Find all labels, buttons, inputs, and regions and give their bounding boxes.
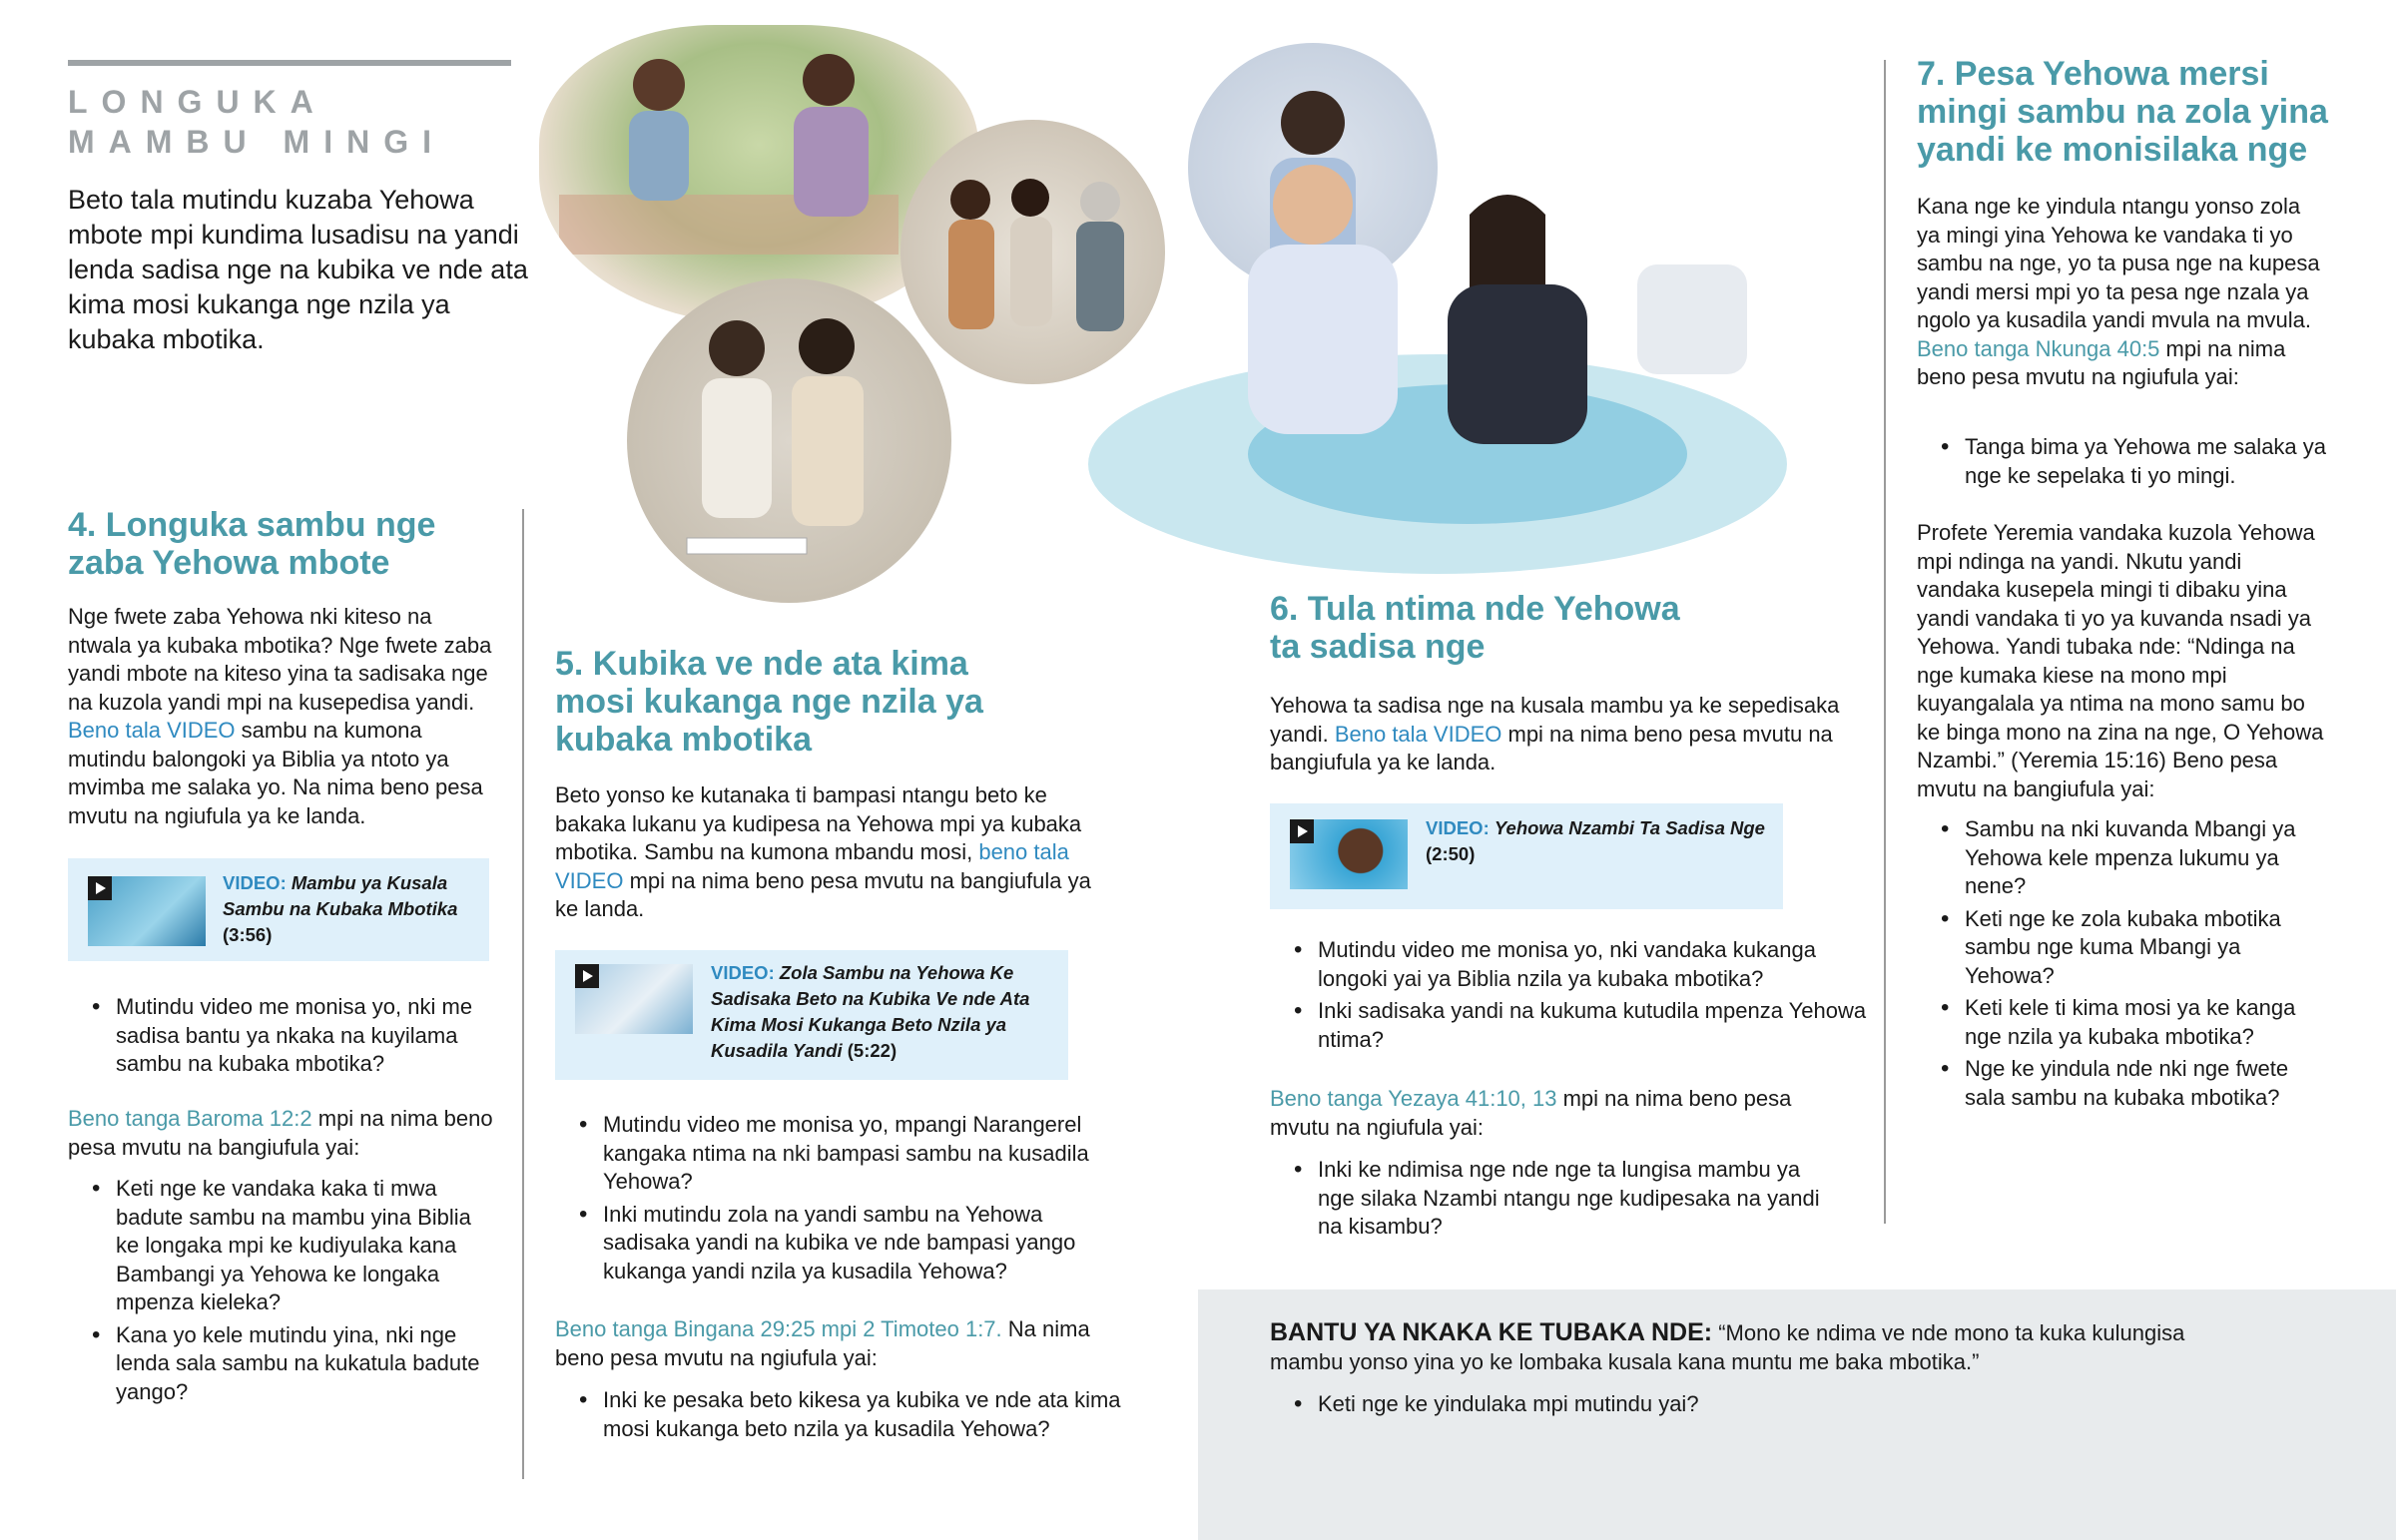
section6-question: • Inki ke ndimisa nge nde nge ta lungisa mambu ya nge silaka Nzambi ntangu nge kudipesaka na yandi na kisambu? bbox=[1270, 1156, 1829, 1242]
section6-question-list-2 bbox=[1270, 1156, 1829, 1246]
section4-video-link[interactable]: Beno tala VIDEO bbox=[68, 718, 236, 743]
section6-scripture-ref[interactable]: Beno tanga Yezaya 41:10, 13 bbox=[1270, 1086, 1557, 1111]
section4-paragraph-text: Nge fwete zaba Yehowa nki kiteso na ntwala ya kubaka mbotika? Nge fwete zaba yandi mbote na kiteso yina ta sadisaka nge na kuzola yandi mpi na kusepedisa yandi. bbox=[68, 604, 492, 715]
section7-scripture-ref[interactable]: Beno tanga Nkunga 40:5 bbox=[1917, 335, 2160, 361]
section4-read-instruction bbox=[68, 1105, 497, 1162]
section5-video-link[interactable]: beno tala VIDEO bbox=[555, 839, 1069, 893]
section6-question: • Mutindu video me monisa yo, nki vandaka kukanga longoki yai ya Biblia nzila ya kubaka mbotika? bbox=[1270, 936, 1869, 993]
workplace-figures bbox=[627, 278, 951, 603]
section7-question: • Keti nge ke zola kubaka mbotika sambu nge kuma Mbangi ya Yehowa? bbox=[1917, 905, 2326, 991]
baptism-scene bbox=[1068, 135, 1787, 594]
section4-video-thumbnail[interactable] bbox=[88, 876, 206, 946]
section5-read-instruction bbox=[555, 1315, 1134, 1372]
section4-question-list-2 bbox=[68, 1175, 497, 1410]
section5-read-after: Na nima beno pesa mvutu na ngiufula yai: bbox=[555, 1316, 1090, 1370]
footer-quote bbox=[1270, 1318, 2228, 1376]
illustration-group bbox=[539, 25, 1787, 624]
section5-question: • Inki mutindu zola na yandi sambu na Yehowa sadisaka yandi na kubika ve nde bampasi yango kukanga yandi nzila ya kusadila Yehowa? bbox=[555, 1201, 1124, 1286]
section5-paragraph bbox=[555, 781, 1094, 924]
section6-paragraph-text: Yehowa ta sadisa nge na kusala mambu ya ke sepedisaka yandi. bbox=[1270, 693, 1840, 747]
section4-question: • Keti nge ke vandaka kaka ti mwa badute sambu na mambu yina Biblia ke longaka mpi ke kudiyulaka kana Bambangi ya Yehowa ke longaka mpenza kieleka? bbox=[68, 1175, 497, 1317]
section6-video-box[interactable] bbox=[1270, 803, 1783, 909]
section6-read-after: mpi na nima beno pesa mvutu na ngiufula yai: bbox=[1270, 1086, 1792, 1140]
section5-question: • Inki ke pesaka beto kikesa ya kubika ve nde ata kima mosi kukanga beto nzila ya kusadila Yehowa? bbox=[555, 1386, 1124, 1443]
footer-question-list bbox=[1270, 1390, 2168, 1423]
section6-video-caption bbox=[1426, 815, 1765, 867]
section4-paragraph-after: sambu na kumona mutindu balongoki ya Biblia ya ntoto ya mvimba me salaka yo. Na nima beno pesa mvutu na ngiufula ya ke landa. bbox=[68, 718, 483, 828]
section4-question-list-1 bbox=[68, 993, 507, 1083]
section6-video-link[interactable]: Beno tala VIDEO bbox=[1334, 721, 1502, 747]
section7-question: • Sambu na nki kuvanda Mbangi ya Yehowa kele mpenza lukumu ya nene? bbox=[1917, 815, 2326, 901]
section6-question-list-1 bbox=[1270, 936, 1869, 1058]
section5-video-box[interactable] bbox=[555, 950, 1068, 1080]
section7-question: • Nge ke yindula nde nki nge fwete sala sambu na kubaka mbotika? bbox=[1917, 1055, 2326, 1112]
section7-paragraph-after: mpi na nima beno pesa mvutu na ngiufula yai: bbox=[1917, 335, 2286, 389]
section5-video-thumbnail[interactable] bbox=[575, 964, 693, 1034]
section6-paragraph-after: mpi na nima beno pesa mvutu na bangiufula ya ke landa. bbox=[1270, 721, 1833, 774]
video-label: VIDEO: bbox=[1426, 817, 1490, 838]
video-label: VIDEO: bbox=[711, 962, 775, 983]
section6-read-instruction bbox=[1270, 1085, 1849, 1142]
section4-question: • Mutindu video me monisa yo, nki me sadisa bantu ya nkaka na kuyilama sambu na kubaka mbotika? bbox=[68, 993, 507, 1079]
section5-scripture-ref[interactable]: Beno tanga Bingana 29:25 mpi 2 Timoteo 1:7. bbox=[555, 1316, 1002, 1341]
intro-title: LONGUKA MAMBU MINGI bbox=[68, 84, 445, 160]
video-title: Yehowa Nzambi Ta Sadisa Nge bbox=[1494, 817, 1765, 838]
section4-video-caption bbox=[223, 870, 472, 948]
section7-question: • Tanga bima ya Yehowa me salaka ya nge ke sepelaka ti yo mingi. bbox=[1917, 433, 2326, 490]
section4-video-box[interactable] bbox=[68, 858, 489, 961]
section6-question: • Inki sadisaka yandi na kukuma kutudila mpenza Yehowa ntima? bbox=[1270, 997, 1869, 1054]
section6-heading: 6. Tula ntima nde Yehowa ta sadisa nge bbox=[1270, 590, 1680, 666]
section7-question-list-1 bbox=[1917, 433, 2326, 494]
play-icon[interactable] bbox=[88, 876, 112, 900]
section5-paragraph-after: mpi na nima beno pesa mvutu na bangiufula ya ke landa. bbox=[555, 867, 1091, 921]
section5-question-list-1 bbox=[555, 1111, 1124, 1289]
footer-box bbox=[1198, 1289, 2396, 1540]
section7-question-list-2 bbox=[1917, 815, 2326, 1116]
section6-paragraph bbox=[1270, 692, 1869, 777]
video-label: VIDEO: bbox=[223, 872, 287, 893]
section5-video-caption bbox=[711, 960, 1050, 1064]
section4-read-after: mpi na nima beno pesa mvutu na bangiufula yai: bbox=[68, 1106, 493, 1160]
illustration-baptism bbox=[1068, 135, 1787, 594]
section7-paragraph-text: Kana nge ke yindula ntangu yonso zola ya mingi yina Yehowa ke vandaka ti yo sambu na nge, yo ta pusa nge na kupesa yandi mersi mpi yo ta pesa nge nzala ya ngolo ya kusadila yandi mvula na mvula. bbox=[1917, 194, 2320, 332]
column-divider-1 bbox=[522, 509, 524, 1479]
section7-heading: 7. Pesa Yehowa mersi mingi sambu na zola yina yandi ke monisilaka nge bbox=[1917, 55, 2328, 169]
video-title: Mambu ya Kusala Sambu na Kubaka Mbotika bbox=[223, 872, 458, 919]
section5-question-list-2 bbox=[555, 1386, 1124, 1447]
section4-paragraph bbox=[68, 603, 497, 830]
illustration-workplace bbox=[627, 278, 951, 603]
section4-scripture-ref[interactable]: Beno tanga Baroma 12:2 bbox=[68, 1106, 312, 1131]
video-duration: (5:22) bbox=[847, 1040, 898, 1061]
video-title: Zola Sambu na Yehowa Ke Sadisaka Beto na Kubika Ve nde Ata Kima Mosi Kukanga Beto Nzila ya Kusadila Yandi bbox=[711, 962, 1030, 1061]
section5-heading: 5. Kubika ve nde ata kima mosi kukanga nge nzila ya kubaka mbotika bbox=[555, 645, 983, 759]
footer-quote-text: “Mono ke ndima ve nde mono ta kuka kulungisa mambu yonso yina yo ke lombaka kusala kana muntu me baka mbotika.” bbox=[1270, 1320, 2185, 1374]
section5-question: • Mutindu video me monisa yo, mpangi Narangerel kangaka ntima na nki bampasi sambu na kusadila Yehowa? bbox=[555, 1111, 1124, 1197]
section7-paragraph-1 bbox=[1917, 193, 2326, 392]
play-icon[interactable] bbox=[575, 964, 599, 988]
footer-label: BANTU YA NKAKA KE TUBAKA NDE: bbox=[1270, 1318, 1713, 1346]
intro-top-rule bbox=[68, 60, 511, 66]
section5-paragraph-text: Beto yonso ke kutanaka ti bampasi ntangu beto ke bakaka lukanu ya kudipesa na Yehowa mpi ya kubaka mbotika. Sambu na kumona mbandu mosi, bbox=[555, 782, 1082, 864]
intro-text: Beto tala mutindu kuzaba Yehowa mbote mpi kundima lusadisu na yandi lenda sadisa nge na kubika ve nde ata kima mosi kukanga nge nzila ya kubaka mbotika. bbox=[68, 185, 528, 354]
video-duration: (2:50) bbox=[1426, 843, 1476, 864]
play-icon[interactable] bbox=[1290, 819, 1314, 843]
section4-heading: 4. Longuka sambu nge zaba Yehowa mbote bbox=[68, 506, 436, 582]
section7-paragraph-2: Profete Yeremia vandaka kuzola Yehowa mpi ndinga na yandi. Nkutu yandi vandaka kusepela mingi ti dibaku yina yandi vandaka ti yo ya kuvanda nsadi ya Yehowa. Yandi tubaka nde: “Ndinga na nge kumaka kiese na mono mpi kuyangalala ya ntima na mono samu bo ke binga mono na zina na nge, O Yehowa Nzambi.” (Yeremia 15:16) Beno pesa mvutu na bangiufula yai: bbox=[1917, 520, 2324, 801]
video-duration: (3:56) bbox=[223, 924, 273, 945]
section4-question: • Kana yo kele mutindu yina, nki nge lenda sala sambu na kukatula badute yango? bbox=[68, 1321, 497, 1407]
column-divider-2 bbox=[1884, 60, 1886, 1224]
section7-question: • Keti kele ti kima mosi ya ke kanga nge nzila ya kubaka mbotika? bbox=[1917, 994, 2326, 1051]
section6-video-thumbnail[interactable] bbox=[1290, 819, 1408, 889]
footer-question: • Keti nge ke yindulaka mpi mutindu yai? bbox=[1270, 1390, 2168, 1419]
